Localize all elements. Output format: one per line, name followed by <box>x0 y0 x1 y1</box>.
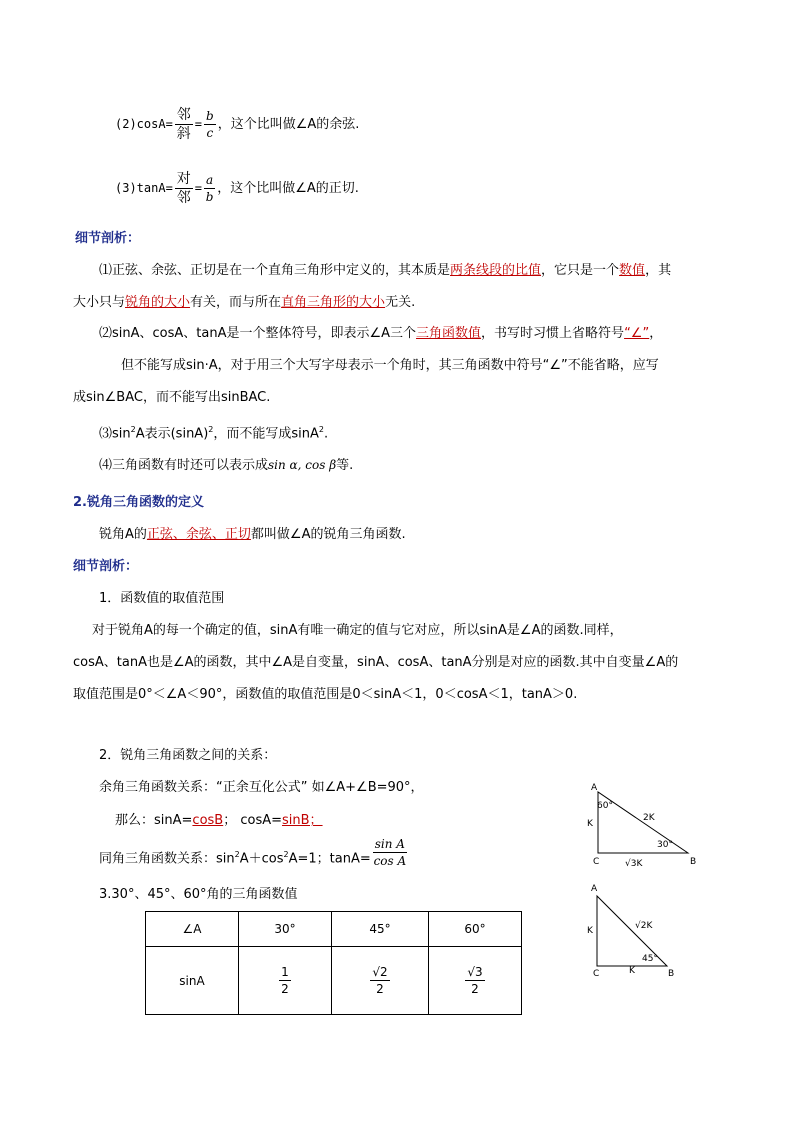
label-A: A <box>591 783 598 793</box>
label-B: B <box>690 857 697 867</box>
label-angle-B: 45° <box>642 954 658 964</box>
detail2-para3: 取值范围是0°＜∠A＜90°，函数值的取值范围是0＜sinA＜1，0＜cosA＜1，tanA＞0. <box>73 687 578 702</box>
label-bottom-side: K <box>629 966 635 976</box>
cos-word-fraction: $\frac{\text{邻}}{\text{斜}}$ <box>176 107 191 142</box>
table-header-cell: 45° <box>332 912 429 947</box>
detail1-p1-line2: 大小只与锐角的大小有关，而与所在直角三角形的大小无关. <box>73 295 416 310</box>
detail1-p3: $⑶\sin^2A$表示$(\sin A)^2$，而不能写成sinA$^2$. <box>99 425 329 442</box>
table-cell: $\frac{√3}{2}$ <box>429 947 522 1015</box>
special-angles-table <box>145 911 522 1015</box>
detail1-p4: ⑷三角函数有时还可以表示成sin α, cos β等. <box>99 458 354 473</box>
triangle-45-diagram <box>585 880 685 980</box>
label-C: C <box>593 969 600 979</box>
table-header-cell: 30° <box>239 912 332 947</box>
tan-word-fraction: $\frac{\text{对}}{\text{邻}}$ <box>176 171 191 206</box>
label-B: B <box>668 969 675 979</box>
detail2-item3: 3.30°、45°、60°角的三角函数值 <box>99 887 298 902</box>
detail1-p2-line2: 但不能写成sin·A，对于用三个大写字母表示一个角时，其三角函数中符号“∠”不能省略，应写 <box>121 358 659 373</box>
table-cell: sinA <box>146 947 239 1015</box>
cos-definition: (2)cosA= $\frac{\text{邻}}{\text{斜}}$ = $\frac{b}{c}$ ，这个比叫做∠A的余弦. <box>115 107 360 142</box>
same-angle-relation: 同角三角函数关系：$\sin^2A+\cos^2A=1$；tanA= $\frac{\text{sin A}}{\text{cos A}}$ <box>99 837 407 869</box>
detail1-p2-line1: ⑵sinA、cosA、tanA是一个整体符号，即表示∠A三个三角函数值，书写时习惯上省略符号“∠”， <box>99 326 663 341</box>
label-C: C <box>593 857 600 867</box>
table-row <box>146 947 522 1015</box>
label-hypotenuse: √2K <box>635 921 653 931</box>
section-2-heading: 2.锐角三角函数的定义 <box>73 495 204 510</box>
table-header-cell: 60° <box>429 912 522 947</box>
cos-letter-fraction: $\frac{b}{c}$ <box>206 109 214 140</box>
detail2-item1: 1．函数值的取值范围 <box>99 591 225 606</box>
table-header-cell: ∠A <box>146 912 239 947</box>
table-cell: $\frac{√2}{2}$ <box>332 947 429 1015</box>
detail-title-2: 细节剖析： <box>73 559 139 574</box>
complementary-then: 那么：sinA=cosB； cosA=sinB； <box>115 813 323 828</box>
sec2-definition: 锐角A的正弦、余弦、正切都叫做∠A的锐角三角函数. <box>99 527 406 542</box>
label-angle-B: 30° <box>657 840 673 850</box>
detail2-para1: 对于锐角A的每一个确定的值，sinA有唯一确定的值与它对应，所以sinA是∠A的函数.同样， <box>92 623 623 638</box>
label-A: A <box>591 884 598 894</box>
table-header-row <box>146 912 522 947</box>
tan-quotient-fraction: $\frac{\text{sin A}}{\text{cos A}}$ <box>373 837 407 869</box>
tan-label: (3)tanA= <box>115 181 173 195</box>
label-hypotenuse: 2K <box>643 813 655 823</box>
detail1-p1-line1: ⑴正弦、余弦、正切是在一个直角三角形中定义的，其本质是两条线段的比值，它只是一个数值，其 <box>99 263 672 278</box>
label-angle-A: 60° <box>597 801 613 811</box>
label-bottom-side: √3K <box>625 859 643 869</box>
tan-definition: (3)tanA= $\frac{\text{对}}{\text{邻}}$ = $\frac{a}{b}$ ，这个比叫做∠A的正切. <box>115 171 359 206</box>
detail2-para2: cosA、tanA也是∠A的函数，其中∠A是自变量，sinA、cosA、tanA分别是对应的函数.其中自变量∠A的 <box>73 655 679 670</box>
complementary-relation: 余角三角函数关系：“正余互化公式” 如∠A+∠B=90°， <box>99 780 424 795</box>
triangle-30-60-diagram <box>585 780 710 870</box>
label-left-side: K <box>587 926 593 936</box>
detail1-p2-line3: 成sin∠BAC，而不能写出sinBAC. <box>73 390 271 405</box>
label-left-side: K <box>587 819 593 829</box>
tan-letter-fraction: $\frac{a}{b}$ <box>205 173 214 204</box>
detail2-item2: 2．锐角三角函数之间的关系： <box>99 748 277 763</box>
cos-label: (2)cosA= <box>115 117 173 131</box>
table-cell: $\frac{1}{2}$ <box>239 947 332 1015</box>
detail-title-1: 细节剖析： <box>75 231 141 246</box>
